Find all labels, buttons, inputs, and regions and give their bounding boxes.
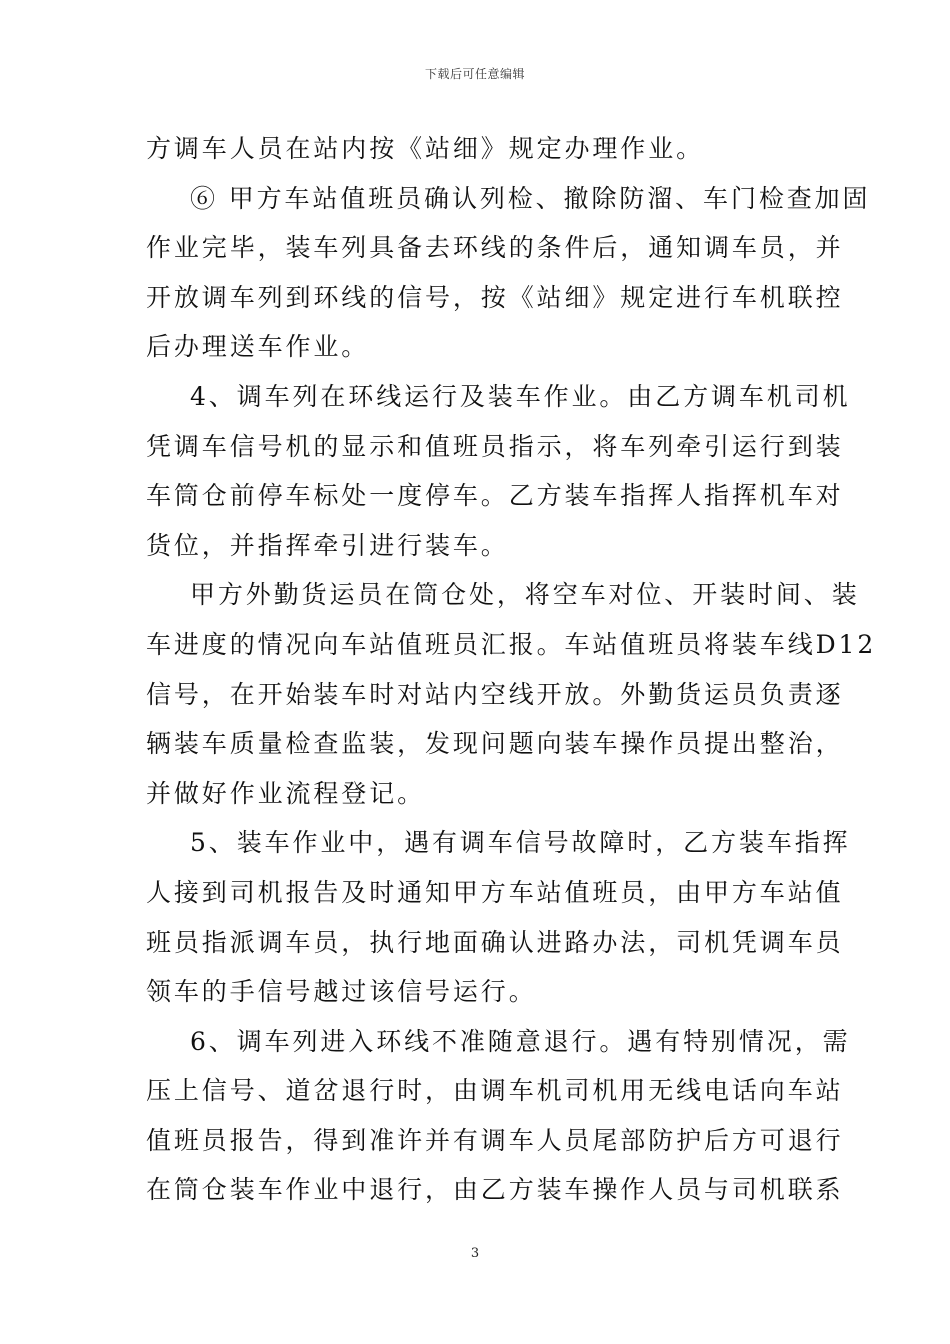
page-number: 3 [470,1246,480,1261]
paragraph-line: 开放调车列到环线的信号，按《站细》规定进行车机联控 [146,282,844,312]
page-header: 下载后可任意编辑 [424,67,525,81]
paragraph-line: 5、装车作业中，遇有调车信号故障时，乙方装车指挥 [190,828,851,858]
paragraph-line: 辆装车质量检查监装，发现问题向装车操作员提出整治， [146,729,844,759]
paragraph-line: 在筒仓装车作业中退行，由乙方装车操作人员与司机联系 [146,1175,844,1205]
paragraph-line: 车筒仓前停车标处一度停车。乙方装车指挥人指挥机车对 [146,481,844,511]
paragraph-line: 凭调车信号机的显示和值班员指示，将车列牵引运行到装 [146,431,844,461]
paragraph-line: 班员指派调车员，执行地面确认进路办法，司机凭调车员 [146,927,844,957]
paragraph-line: 人接到司机报告及时通知甲方车站值班员，由甲方车站值 [146,877,844,907]
paragraph-line: 压上信号、道岔退行时，由调车机司机用无线电话向车站 [146,1076,844,1106]
paragraph-line: 车进度的情况向车站值班员汇报。车站值班员将装车线D12 [146,629,877,659]
paragraph-line: 4、调车列在环线运行及装车作业。由乙方调车机司机 [190,381,851,411]
paragraph-line: 领车的手信号越过该信号运行。 [146,977,537,1007]
paragraph-line: 作业完毕，装车列具备去环线的条件后，通知调车员，并 [146,233,844,263]
paragraph-line: 信号，在开始装车时对站内空线开放。外勤货运员负责逐 [146,679,844,709]
paragraph-line: 值班员报告，得到准许并有调车人员尾部防护后方可退行 [146,1125,844,1155]
paragraph-line: 货位，并指挥牵引进行装车。 [146,530,509,560]
paragraph-line: 后办理送车作业。 [146,332,370,362]
paragraph-line: 6、调车列进入环线不准随意退行。遇有特别情况，需 [190,1026,851,1056]
paragraph-line: 甲方外勤货运员在筒仓处，将空车对位、开装时间、装 [190,580,860,610]
document-body [146,124,877,1215]
paragraph-line: 方调车人员在站内按《站细》规定办理作业。 [146,134,705,163]
paragraph-line: 并做好作业流程登记。 [146,778,426,808]
paragraph-line: ⑥ 甲方车站值班员确认列检、撤除防溜、车门检查加固 [190,183,871,213]
